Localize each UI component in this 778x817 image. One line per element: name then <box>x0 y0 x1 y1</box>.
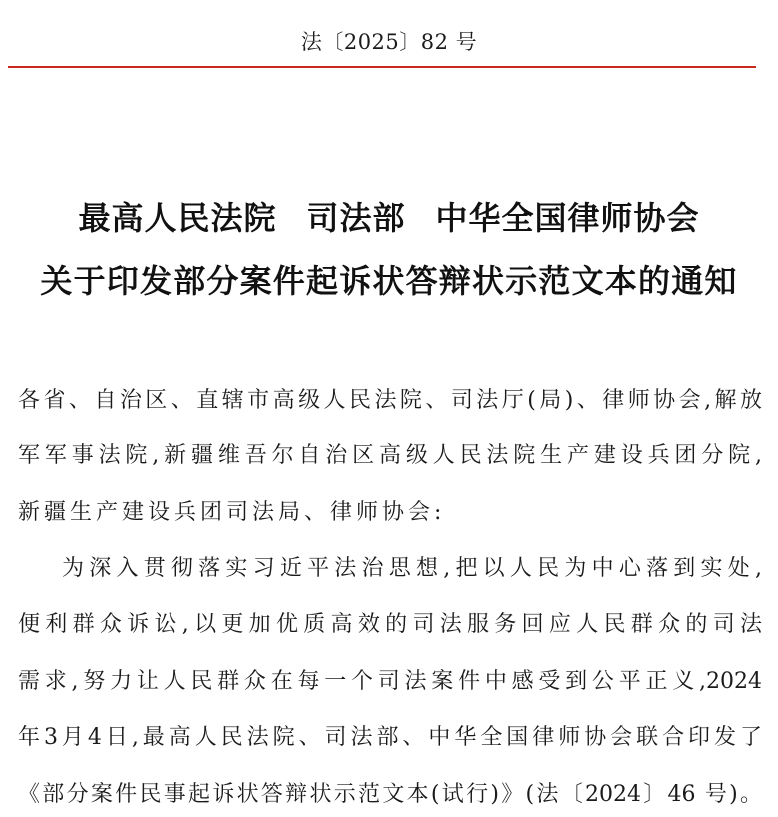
addressee-line <box>0 438 778 472</box>
paragraph-text: 年3月4日,最高人民法院、司法部、中华全国律师协会联合印发了 <box>18 725 762 750</box>
paragraph-line <box>0 607 778 641</box>
paragraph-text: 便利群众诉讼,以更加优质高效的司法服务回应人民群众的司法 <box>18 612 762 637</box>
issuer-ministry-of-justice: 司法部 <box>306 199 406 237</box>
paragraph-line <box>0 777 778 811</box>
addressee-text: 各省、自治区、直辖市高级人民法院、司法厅(局)、律师协会,解放 <box>18 388 762 413</box>
title-subject: 关于印发部分案件起诉状答辩状示范文本的通知 <box>40 262 738 300</box>
red-separator-line <box>8 66 756 68</box>
paragraph-text: 需求,努力让人民群众在每一个司法案件中感受到公平正义,2024 <box>18 669 762 694</box>
issuer-bar-association: 中华全国律师协会 <box>435 199 700 237</box>
paragraph-text: 《部分案件民事起诉状答辩状示范文本(试行)》(法〔2024〕46 号)。 <box>18 782 762 807</box>
addressee-text: 军军事法院,新疆维吾尔自治区高级人民法院生产建设兵团分院, <box>18 443 762 468</box>
paragraph-line <box>0 551 778 585</box>
paragraph-line <box>0 664 778 698</box>
addressee-text: 新疆生产建设兵团司法局、律师协会: <box>18 500 446 525</box>
addressee-line <box>0 495 778 529</box>
paragraph-line <box>0 720 778 754</box>
paragraph-text: 为深入贯彻落实习近平法治思想,把以人民为中心落到实处, <box>62 556 762 581</box>
title-issuers <box>0 193 778 239</box>
document-number: 法〔2025〕82 号 <box>300 30 478 54</box>
addressee-line <box>0 383 778 417</box>
issuer-supreme-court: 最高人民法院 <box>78 199 277 237</box>
